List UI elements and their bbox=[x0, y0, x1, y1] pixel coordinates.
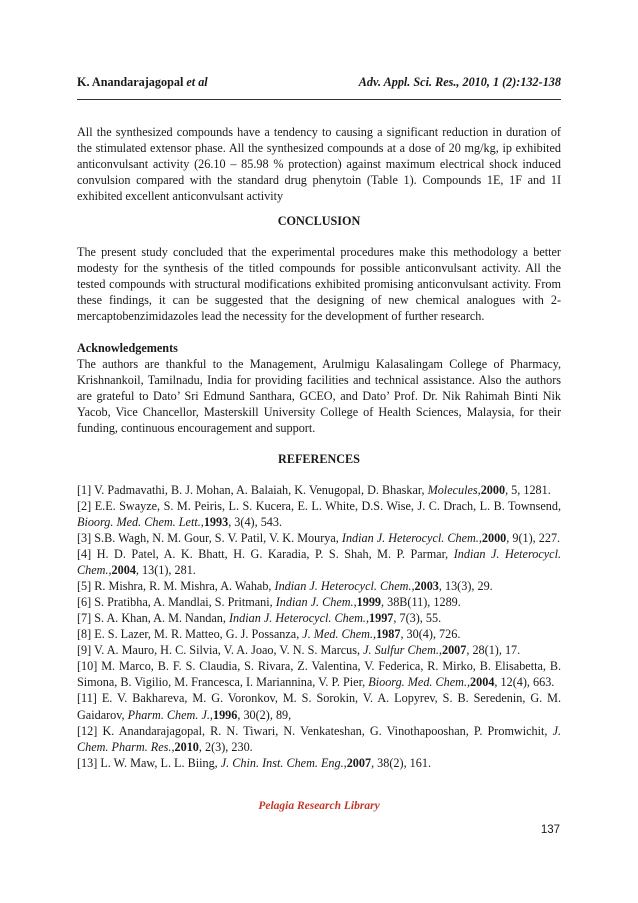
reference-pages: , 230. bbox=[225, 739, 253, 754]
reference-item bbox=[77, 690, 561, 722]
reference-separator: , bbox=[466, 643, 470, 658]
acknowledgements-text: The authors are thankful to the Management, Arulmigu Kalasalingam College of Pharmacy, Krishnankoil, Tamilnadu, India for providing facilities and technical assistance. Also the authors are grateful to Dato’ Sri Edmund Santhara, GCEO, and Dato’ Prof. Dr. Nik Rahimah Binti Nik Yacob, Vice Chancellor, Masterskill University College of Health Sciences, Malaysia, for their funding, continuous encouragement and support. bbox=[77, 356, 561, 435]
reference-volume: 28(1) bbox=[472, 643, 499, 658]
reference-year: 1999 bbox=[356, 595, 382, 610]
reference-journal: Indian J. Heterocycl. Chem., bbox=[229, 611, 369, 626]
reference-year: 2007 bbox=[346, 755, 372, 770]
reference-authors: K. Anandarajagopal, R. N. Tiwari, N. Venkateshan, G. Vinothapooshan, P. Promwichit, bbox=[102, 723, 548, 738]
reference-volume: 7(3) bbox=[399, 611, 420, 626]
reference-item bbox=[77, 723, 561, 755]
reference-volume: 5 bbox=[511, 482, 518, 497]
reference-authors: E. V. Bakhareva, M. G. Voronkov, M. S. Sorokin, V. A. Lopyrev, S. B. Seredenin, G. M. Gaidarov, bbox=[77, 691, 562, 722]
reference-journal: Indian J. Heterocycl. Chem., bbox=[274, 579, 415, 594]
reference-number: [7] bbox=[77, 611, 92, 626]
reference-journal: J. Chin. Inst. Chem. Eng., bbox=[220, 755, 347, 770]
reference-item bbox=[77, 578, 561, 594]
reference-item bbox=[77, 594, 561, 610]
conclusion-heading: CONCLUSION bbox=[277, 214, 361, 229]
reference-journal: Bioorg. Med. Chem., bbox=[368, 675, 471, 690]
reference-pages: , 227. bbox=[532, 530, 561, 545]
reference-volume: 30(2) bbox=[243, 707, 270, 722]
reference-item bbox=[77, 482, 561, 498]
reference-journal: Pharm. Chem. J., bbox=[127, 707, 213, 722]
reference-pages: , 161. bbox=[403, 755, 431, 770]
header-authors: K. Anandarajagopal et al bbox=[77, 75, 208, 89]
reference-authors: E.E. Swayze, S. M. Peiris, L. S. Kucera, E. L. White, D.S. Wise, J. C. Drach, L. B. Townsend, bbox=[94, 498, 562, 513]
reference-number: [6] bbox=[77, 595, 92, 610]
reference-pages: , 543. bbox=[254, 514, 283, 529]
reference-item bbox=[77, 626, 561, 642]
running-header bbox=[77, 75, 561, 90]
reference-number: [3] bbox=[77, 530, 92, 545]
reference-journal: J. Sulfur Chem., bbox=[363, 643, 442, 658]
reference-number: [4] bbox=[77, 547, 92, 562]
reference-year: 2004 bbox=[111, 563, 136, 578]
reference-year: 1987 bbox=[376, 627, 401, 642]
reference-year: 2000 bbox=[481, 530, 507, 545]
footer-publisher: Pelagia Research Library bbox=[258, 800, 380, 812]
reference-journal: J. Med. Chem., bbox=[302, 627, 377, 642]
reference-list bbox=[77, 482, 561, 771]
reference-journal: Indian J. Heterocycl. Chem., bbox=[77, 547, 561, 578]
reference-separator: , bbox=[237, 707, 241, 722]
reference-item bbox=[77, 658, 561, 690]
reference-volume: 38B(11) bbox=[387, 595, 428, 610]
reference-authors: S. A. Khan, A. M. Nandan, bbox=[94, 611, 226, 626]
reference-pages: , 17. bbox=[498, 643, 521, 658]
reference-authors: M. Marco, B. F. S. Claudia, S. Rivara, Z. Valentina, V. Federica, R. Mirko, B. Elisabetta, B. Simona, B. Vigilio, M. Francesca, I. Mariannina, V. P. Pier, bbox=[77, 659, 561, 690]
reference-number: [10] bbox=[77, 659, 98, 674]
reference-authors: H. D. Patel, A. K. Bhatt, H. G. Karadia, P. S. Shah, M. P. Parmar, bbox=[96, 547, 449, 562]
reference-authors: S.B. Wagh, N. M. Gour, S. V. Patil, V. K. Mourya, bbox=[94, 530, 339, 545]
reference-pages: , 29. bbox=[471, 579, 493, 594]
reference-separator: , bbox=[400, 627, 404, 642]
acknowledgements-heading: Acknowledgements bbox=[77, 340, 178, 355]
reference-separator: , bbox=[438, 579, 442, 594]
reference-number: [9] bbox=[77, 643, 92, 658]
reference-pages: , 726. bbox=[432, 627, 461, 642]
reference-separator: , bbox=[381, 595, 385, 610]
reference-item bbox=[77, 530, 561, 546]
reference-year: 1993 bbox=[203, 514, 229, 529]
references-heading: REFERENCES bbox=[278, 451, 360, 466]
reference-journal: Bioorg. Med. Chem. Lett., bbox=[77, 514, 204, 529]
reference-year: 2007 bbox=[441, 643, 467, 658]
reference-item bbox=[77, 642, 561, 658]
reference-pages: , 1289. bbox=[427, 595, 461, 610]
reference-item bbox=[77, 755, 561, 771]
reference-volume: 12(4) bbox=[500, 675, 527, 690]
page-body bbox=[77, 124, 561, 771]
reference-separator: , bbox=[228, 514, 232, 529]
reference-separator: , bbox=[505, 482, 509, 497]
reference-authors: V. A. Mauro, H. C. Silvia, V. A. Joao, V. N. S. Marcus, bbox=[94, 643, 361, 658]
reference-volume: 13(1) bbox=[142, 563, 169, 578]
reference-pages: , 55. bbox=[419, 611, 442, 626]
reference-year: 2003 bbox=[414, 579, 439, 594]
header-rule bbox=[77, 99, 561, 100]
reference-volume: 3(4) bbox=[234, 514, 255, 529]
intro-paragraph: All the synthesized compounds have a tendency to causing a significant reduction in duration of the stimulated extensor phase. All the synthesized compounds at a dose of 20 mg/kg, ip exhibited anticonvulsant activity (26.10 – 85.98 % protection) against maximum electrical shock induced convulsion compared with the standard drug phenytoin (Table 1). Compounds 1E, 1F and 1I exhibited excellent anticonvulsant activity bbox=[77, 125, 561, 204]
reference-item bbox=[77, 610, 561, 626]
reference-number: [2] bbox=[77, 498, 92, 513]
reference-year: 1997 bbox=[369, 611, 394, 626]
reference-pages: , 663. bbox=[526, 675, 555, 690]
reference-authors: S. Pratibha, A. Mandlai, S. Pritmani, bbox=[94, 595, 273, 610]
reference-volume: 38(2) bbox=[377, 755, 404, 770]
reference-authors: V. Padmavathi, B. J. Mohan, A. Balaiah, K. Venugopal, D. Bhaskar, bbox=[94, 482, 425, 497]
reference-number: [5] bbox=[77, 579, 92, 594]
reference-authors: R. Mishra, R. M. Mishra, A. Wahab, bbox=[94, 579, 272, 594]
conclusion-text: The present study concluded that the experimental procedures make this methodology a better modesty for the synthesis of the titled compounds for possible anticonvulsant activity. All the tested compounds with structural modifications exhibited promising anticonvulsant activity. From these findings, it can be suggested that the designing of new chemical analogues with 2-mercaptobenzimidazoles lead the necessity for the development of further research. bbox=[77, 245, 561, 324]
reference-number: [11] bbox=[77, 691, 97, 706]
reference-journal: Molecules, bbox=[427, 482, 481, 497]
reference-number: [12] bbox=[77, 723, 98, 738]
reference-separator: , bbox=[393, 611, 397, 626]
reference-number: [13] bbox=[77, 755, 98, 770]
header-etal: et al bbox=[186, 75, 208, 89]
reference-authors: L. W. Maw, L. L. Biing, bbox=[100, 755, 218, 770]
reference-year: 1996 bbox=[212, 707, 238, 722]
reference-journal: Indian J. Heterocycl. Chem., bbox=[341, 530, 482, 545]
reference-separator: , bbox=[135, 563, 139, 578]
reference-separator: , bbox=[198, 739, 202, 754]
reference-separator: , bbox=[494, 675, 498, 690]
reference-pages: , 1281. bbox=[517, 482, 551, 497]
reference-volume: 2(3) bbox=[204, 739, 226, 754]
reference-authors: E. S. Lazer, M. R. Matteo, G. J. Possanza, bbox=[94, 627, 300, 642]
reference-year: 2004 bbox=[470, 675, 495, 690]
reference-separator: , bbox=[371, 755, 375, 770]
reference-item bbox=[77, 546, 561, 578]
reference-volume: 13(3) bbox=[444, 579, 472, 594]
reference-pages: , 89, bbox=[269, 707, 292, 722]
reference-number: [1] bbox=[77, 482, 92, 497]
reference-item bbox=[77, 498, 561, 530]
reference-separator: , bbox=[506, 530, 510, 545]
reference-volume: 30(4) bbox=[406, 627, 433, 642]
reference-pages: , 281. bbox=[168, 563, 196, 578]
reference-number: [8] bbox=[77, 627, 92, 642]
reference-year: 2010 bbox=[174, 739, 199, 754]
reference-year: 2000 bbox=[480, 482, 506, 497]
page-number: 137 bbox=[540, 824, 560, 836]
header-journal: Adv. Appl. Sci. Res., 2010, 1 (2):132-138 bbox=[358, 75, 561, 89]
reference-journal: Indian J. Chem., bbox=[275, 595, 357, 610]
reference-journal: J. Chem. Pharm. Res., bbox=[77, 723, 562, 754]
reference-volume: 9(1) bbox=[512, 530, 533, 545]
